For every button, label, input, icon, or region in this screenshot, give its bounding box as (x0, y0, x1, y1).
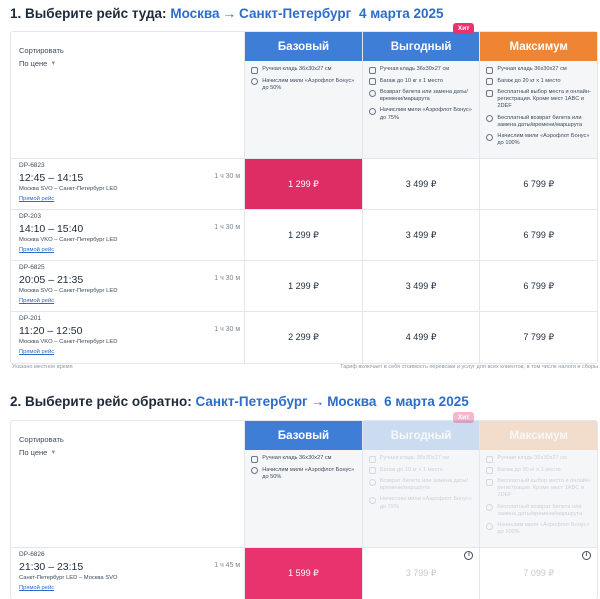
flight-time: 21:30 – 23:15 (19, 561, 84, 573)
seat-icon (486, 90, 493, 97)
outbound-fare-table (10, 25, 598, 364)
sort-select[interactable] (19, 448, 244, 457)
flight-info (11, 210, 244, 260)
fare-header-max: Максимум (480, 421, 597, 450)
fare-header-row (11, 25, 597, 159)
price-benefit[interactable]: 4 499 ₽ (362, 312, 480, 363)
flight-time: 11:20 – 12:50 (19, 325, 83, 337)
sort-control[interactable] (11, 32, 244, 158)
hand-luggage-icon (369, 67, 376, 74)
fare-header-benefit: Выгодный (363, 421, 480, 450)
feature-item: Багаж до 20 кг x 1 место (486, 467, 593, 475)
price-basic[interactable]: 2 299 ₽ (244, 312, 362, 363)
feature-item: Начислим мили «Аэрофлот Бонус» до 50% (251, 78, 358, 92)
feature-item: Начислим мили «Аэрофлот Бонус» до 50% (251, 467, 358, 481)
hand-luggage-icon (251, 67, 258, 74)
baggage-icon (486, 467, 493, 474)
feature-item: Начислим мили «Аэрофлот Бонус» до 100% (486, 522, 593, 536)
fare-header-basic[interactable]: Базовый (245, 32, 362, 61)
direct-flight-link[interactable]: Прямой рейс (19, 585, 55, 591)
miles-icon (486, 523, 493, 530)
price-benefit-disabled: 3 799 ₽ i (362, 548, 480, 599)
feature-item: Багаж до 20 кг x 1 место (486, 78, 593, 86)
fare-column-benefit (362, 414, 480, 547)
miles-icon (486, 134, 493, 141)
hand-luggage-icon (486, 67, 493, 74)
direct-flight-link[interactable]: Прямой рейс (19, 196, 55, 202)
price-basic[interactable]: 1 299 ₽ (244, 261, 362, 311)
feature-item: Начислим мили «Аэрофлот Бонус» до 75% (369, 496, 476, 510)
return-to-city[interactable]: Москва (327, 394, 377, 409)
sort-select[interactable] (19, 59, 244, 68)
hit-badge: Хит (453, 412, 475, 423)
flight-time: 14:10 – 15:40 (19, 223, 84, 235)
flight-route: Санкт-Петербург LED – Москва SVO (19, 575, 118, 581)
chevron-down-icon: ▼ (50, 449, 57, 456)
feature-item: Бесплатный выбор места и онлайн-регистрация. Кроме мест 1ABC и 2DEF (486, 478, 593, 500)
flight-code: DP-201 (19, 315, 42, 322)
price-max[interactable]: 6 799 ₽ (479, 261, 597, 311)
flight-route: Москва SVO – Санкт-Петербург LED (19, 186, 118, 192)
feature-item: Ручная кладь 36x30x27 см (486, 66, 593, 74)
return-title (10, 394, 469, 409)
refund-icon (369, 90, 376, 97)
info-icon[interactable]: i (464, 551, 473, 560)
flight-code: DP-6826 (19, 551, 45, 558)
fare-column-max (479, 32, 597, 158)
baggage-icon (486, 78, 493, 85)
direct-flight-link[interactable]: Прямой рейс (19, 349, 55, 355)
flight-code: DP-6823 (19, 162, 45, 169)
table-row (11, 210, 597, 261)
footnote-local-time: Указано местное время (12, 364, 73, 370)
price-basic-selected[interactable]: 1 599 ₽ (244, 548, 362, 599)
feature-item: Бесплатный выбор места и онлайн-регистрация. Кроме мест 1ABC и 2DEF (486, 89, 593, 111)
price-basic-selected[interactable]: 1 299 ₽ (244, 159, 362, 209)
flight-time: 12:45 – 14:15 (19, 172, 84, 184)
fare-features-basic (245, 450, 362, 481)
flight-info (11, 548, 244, 599)
feature-item: Ручная кладь 36x30x27 см (251, 66, 358, 74)
feature-item: Ручная кладь 36x30x27 см (369, 455, 476, 463)
return-date[interactable]: 6 марта 2025 (384, 394, 469, 409)
miles-icon (251, 467, 258, 474)
return-title-prefix: 2. Выберите рейс обратно: (10, 394, 192, 409)
sort-control[interactable] (11, 421, 244, 547)
outbound-to-city[interactable]: Санкт-Петербург (239, 6, 352, 21)
fare-column-benefit (362, 25, 480, 158)
feature-item: Возврат билета или замена даты/времени/маршрута (369, 89, 476, 103)
price-benefit[interactable]: 3 499 ₽ (362, 261, 480, 311)
flight-info (11, 261, 244, 311)
flight-duration: 1 ч 30 м (214, 224, 241, 231)
price-basic[interactable]: 1 299 ₽ (244, 210, 362, 260)
outbound-date[interactable]: 4 марта 2025 (359, 6, 444, 21)
feature-item: Бесплатный возврат билета или замена даты/времени/маршрута (486, 504, 593, 518)
flight-route: Москва SVO – Санкт-Петербург LED (19, 288, 118, 294)
sort-label: Сортировать (19, 46, 64, 55)
fare-features-benefit (363, 61, 480, 122)
flight-duration: 1 ч 30 м (214, 173, 241, 180)
price-max-disabled: 7 099 ₽ i (479, 548, 597, 599)
sort-label: Сортировать (19, 435, 64, 444)
fare-header-row (11, 414, 597, 548)
fare-column-basic (244, 421, 362, 547)
table-row (11, 548, 597, 599)
fare-column-basic (244, 32, 362, 158)
fare-header-basic[interactable]: Базовый (245, 421, 362, 450)
table-row (11, 312, 597, 363)
chevron-down-icon: ▼ (50, 60, 57, 67)
feature-item: Возврат билета или замена даты/времени/маршрута (369, 478, 476, 492)
hand-luggage-icon (251, 456, 258, 463)
miles-icon (369, 108, 376, 115)
fare-features-basic (245, 61, 362, 92)
info-icon[interactable]: i (582, 551, 591, 560)
flight-info (11, 159, 244, 209)
flight-route: Москва VKO – Санкт-Петербург LED (19, 339, 118, 345)
feature-item: Багаж до 10 кг x 1 место (369, 78, 476, 86)
arrow-right-icon: → (222, 6, 237, 21)
miles-icon (369, 497, 376, 504)
seat-icon (486, 479, 493, 486)
fare-features-max (480, 61, 597, 147)
fare-header-benefit[interactable]: Выгодный (363, 32, 480, 61)
flight-duration: 1 ч 45 м (214, 562, 241, 569)
feature-item: Ручная кладь 36x30x27 см (486, 455, 593, 463)
refund-icon (486, 504, 493, 511)
price-max[interactable]: 6 799 ₽ (479, 159, 597, 209)
flight-code: DP-203 (19, 213, 42, 220)
refund-icon (486, 115, 493, 122)
arrow-right-icon: → (310, 394, 325, 409)
feature-item: Ручная кладь 36x30x27 см (251, 455, 358, 463)
feature-item: Начислим мили «Аэрофлот Бонус» до 100% (486, 133, 593, 147)
hand-luggage-icon (486, 456, 493, 463)
hit-badge: Хит (453, 23, 475, 34)
fare-column-max (479, 421, 597, 547)
flight-info (11, 312, 244, 363)
flight-duration: 1 ч 30 м (214, 275, 241, 282)
feature-item: Бесплатный возврат билета или замена даты/времени/маршрута (486, 115, 593, 129)
baggage-icon (369, 78, 376, 85)
table-row (11, 261, 597, 312)
return-fare-table (10, 414, 598, 599)
price-max[interactable]: 7 799 ₽ (479, 312, 597, 363)
sort-value: По цене (19, 448, 48, 457)
outbound-title-prefix: 1. Выберите рейс туда: (10, 6, 167, 21)
direct-flight-link[interactable]: Прямой рейс (19, 298, 55, 304)
refund-icon (369, 479, 376, 486)
price-benefit[interactable]: 3 499 ₽ (362, 210, 480, 260)
flight-duration: 1 ч 30 м (214, 326, 241, 333)
feature-item: Ручная кладь 36x30x27 см (369, 66, 476, 74)
price-max[interactable]: 6 799 ₽ (479, 210, 597, 260)
table-row (11, 159, 597, 210)
return-from-city[interactable]: Санкт-Петербург (195, 394, 308, 409)
sort-value: По цене (19, 59, 48, 68)
flight-time: 20:05 – 21:35 (19, 274, 84, 286)
fare-header-max[interactable]: Максимум (480, 32, 597, 61)
fare-features-benefit (363, 450, 480, 511)
flight-code: DP-6825 (19, 264, 45, 271)
hand-luggage-icon (369, 456, 376, 463)
outbound-title (10, 6, 444, 21)
baggage-icon (369, 467, 376, 474)
outbound-from-city[interactable]: Москва (170, 6, 220, 21)
feature-item: Начислим мили «Аэрофлот Бонус» до 75% (369, 107, 476, 121)
footnote-fare-info: Тариф включает в себя стоимость перевозки и услуг для всех клиентов, в том числе налоги и сборы (340, 364, 598, 370)
fare-features-max (480, 450, 597, 536)
feature-item: Багаж до 10 кг x 1 место (369, 467, 476, 475)
price-benefit[interactable]: 3 499 ₽ (362, 159, 480, 209)
miles-icon (251, 78, 258, 85)
flight-route: Москва VKO – Санкт-Петербург LED (19, 237, 118, 243)
direct-flight-link[interactable]: Прямой рейс (19, 247, 55, 253)
